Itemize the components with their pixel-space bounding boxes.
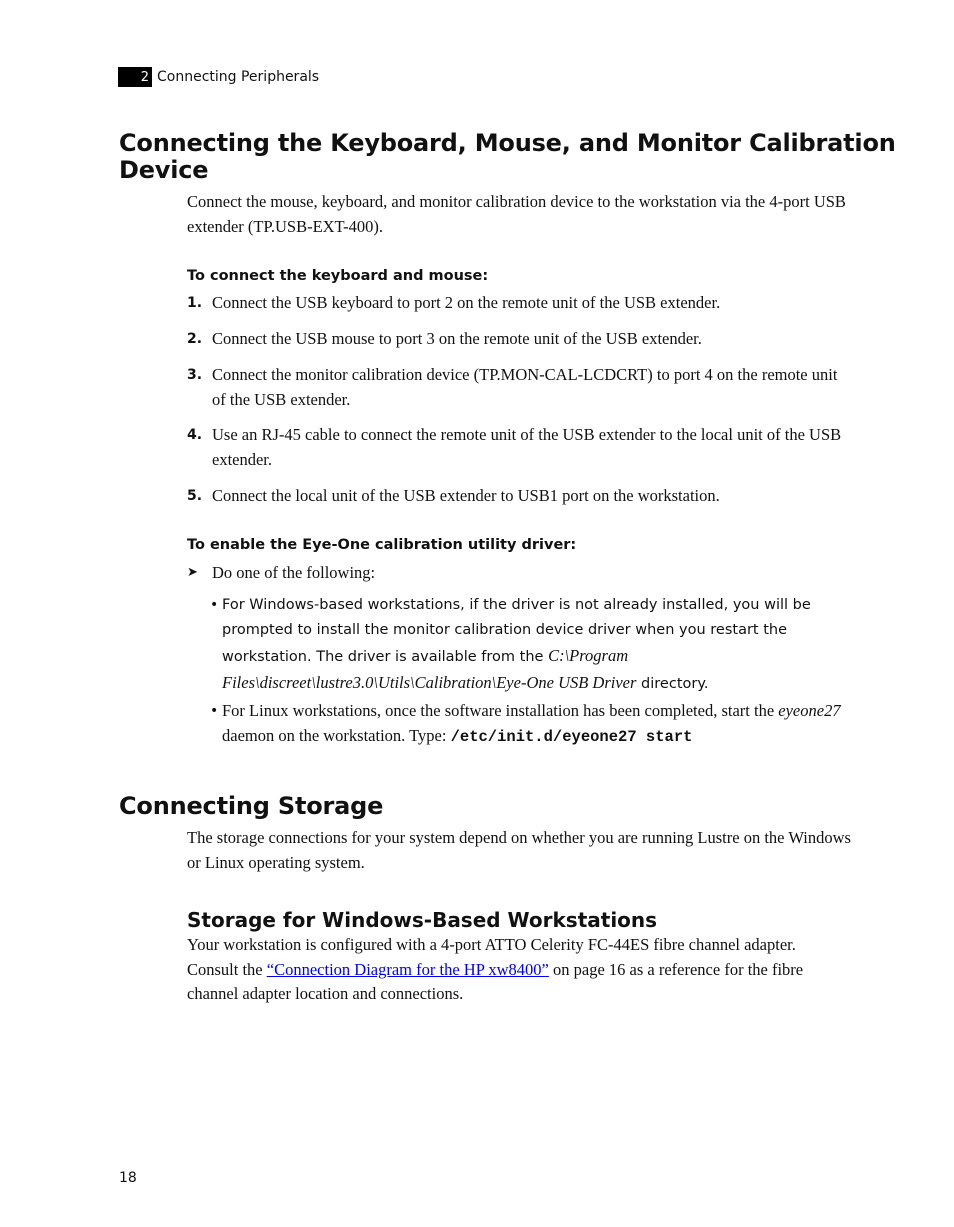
bullet-windows — [210, 593, 852, 697]
chapter-header — [118, 67, 319, 87]
storage-paragraph — [187, 933, 851, 1007]
arrow-right-icon: ➤ — [187, 565, 198, 580]
section-heading-keyboard — [119, 130, 896, 184]
driver-path: C:\Program Files\discreet\lustre3.0\Utils\Calibration\Eye-One USB Driver — [222, 646, 637, 692]
section-heading-line1: Connecting the Keyboard, Mouse, and Monitor Calibration — [119, 129, 896, 157]
procedure-step — [187, 327, 851, 352]
step-text: Connect the monitor calibration device (TP.MON-CAL-LCDCRT) to port 4 on the remote unit of the USB extender. — [212, 365, 838, 409]
step-number: 4. — [187, 427, 203, 443]
chapter-title: Connecting Peripherals — [157, 69, 320, 85]
daemon-name: eyeone27 — [778, 701, 841, 720]
step-number: 5. — [187, 488, 203, 504]
start-command: /etc/init.d/eyeone27 start — [450, 727, 693, 746]
section-intro: Connect the mouse, keyboard, and monitor calibration device to the workstation via the 4-port USB extender (TP.USB-EXT-400). — [187, 192, 846, 236]
chapter-number: 2 — [118, 67, 152, 87]
bullet-windows-text: For Windows-based workstations, if the driver is not already installed, you will be prompted to install the monitor calibration device driver when you restart the workstation. The driver is available from the — [222, 597, 811, 665]
section-heading-storage: Connecting Storage — [119, 792, 384, 820]
bullet-icon: • — [210, 703, 219, 719]
section-heading-line2: Device — [119, 156, 209, 184]
subsection-heading-windows-storage: Storage for Windows-Based Workstations — [187, 908, 658, 932]
bullet-windows-suffix: directory. — [636, 676, 709, 692]
storage-paragraph-suffix: on page 16 as a reference for the fibre channel adapter location and connections. — [187, 959, 804, 1003]
procedure-step — [187, 291, 851, 316]
bullet-linux-text: For Linux workstations, once the software installation has been completed, start the — [222, 701, 779, 720]
step-number: 1. — [187, 295, 203, 311]
connection-diagram-link[interactable]: “Connection Diagram for the HP xw8400” — [266, 959, 549, 979]
procedure-heading-keyboard: To connect the keyboard and mouse: — [187, 268, 489, 284]
procedure-step — [187, 363, 851, 412]
page-number: 18 — [119, 1170, 137, 1186]
step-text: Connect the local unit of the USB extender to USB1 port on the workstation. — [212, 486, 720, 505]
procedure-heading-driver: To enable the Eye-One calibration utility driver: — [187, 537, 577, 553]
step-text: Use an RJ-45 cable to connect the remote unit of the USB extender to the local unit of the USB extender. — [212, 425, 842, 469]
storage-intro: The storage connections for your system depend on whether you are running Lustre on the Windows or Linux operating system. — [187, 828, 851, 872]
step-number: 2. — [187, 331, 203, 347]
bullet-linux-mid: daemon on the workstation. Type: — [222, 725, 451, 745]
bullet-linux — [210, 699, 852, 749]
procedure-step — [187, 484, 851, 509]
step-text: Connect the USB keyboard to port 2 on the remote unit of the USB extender. — [212, 293, 721, 312]
storage-paragraph-text: Your workstation is configured with a 4-port ATTO Celerity FC-44ES fibre channel adapter. Consult the — [187, 935, 796, 979]
procedure-step — [187, 423, 851, 472]
step-number: 3. — [187, 367, 203, 383]
bullet-icon: • — [210, 597, 219, 613]
step-text: Connect the USB mouse to port 3 on the remote unit of the USB extender. — [212, 329, 702, 348]
procedure-single-step — [187, 561, 375, 585]
single-step-text: Do one of the following: — [212, 563, 376, 582]
